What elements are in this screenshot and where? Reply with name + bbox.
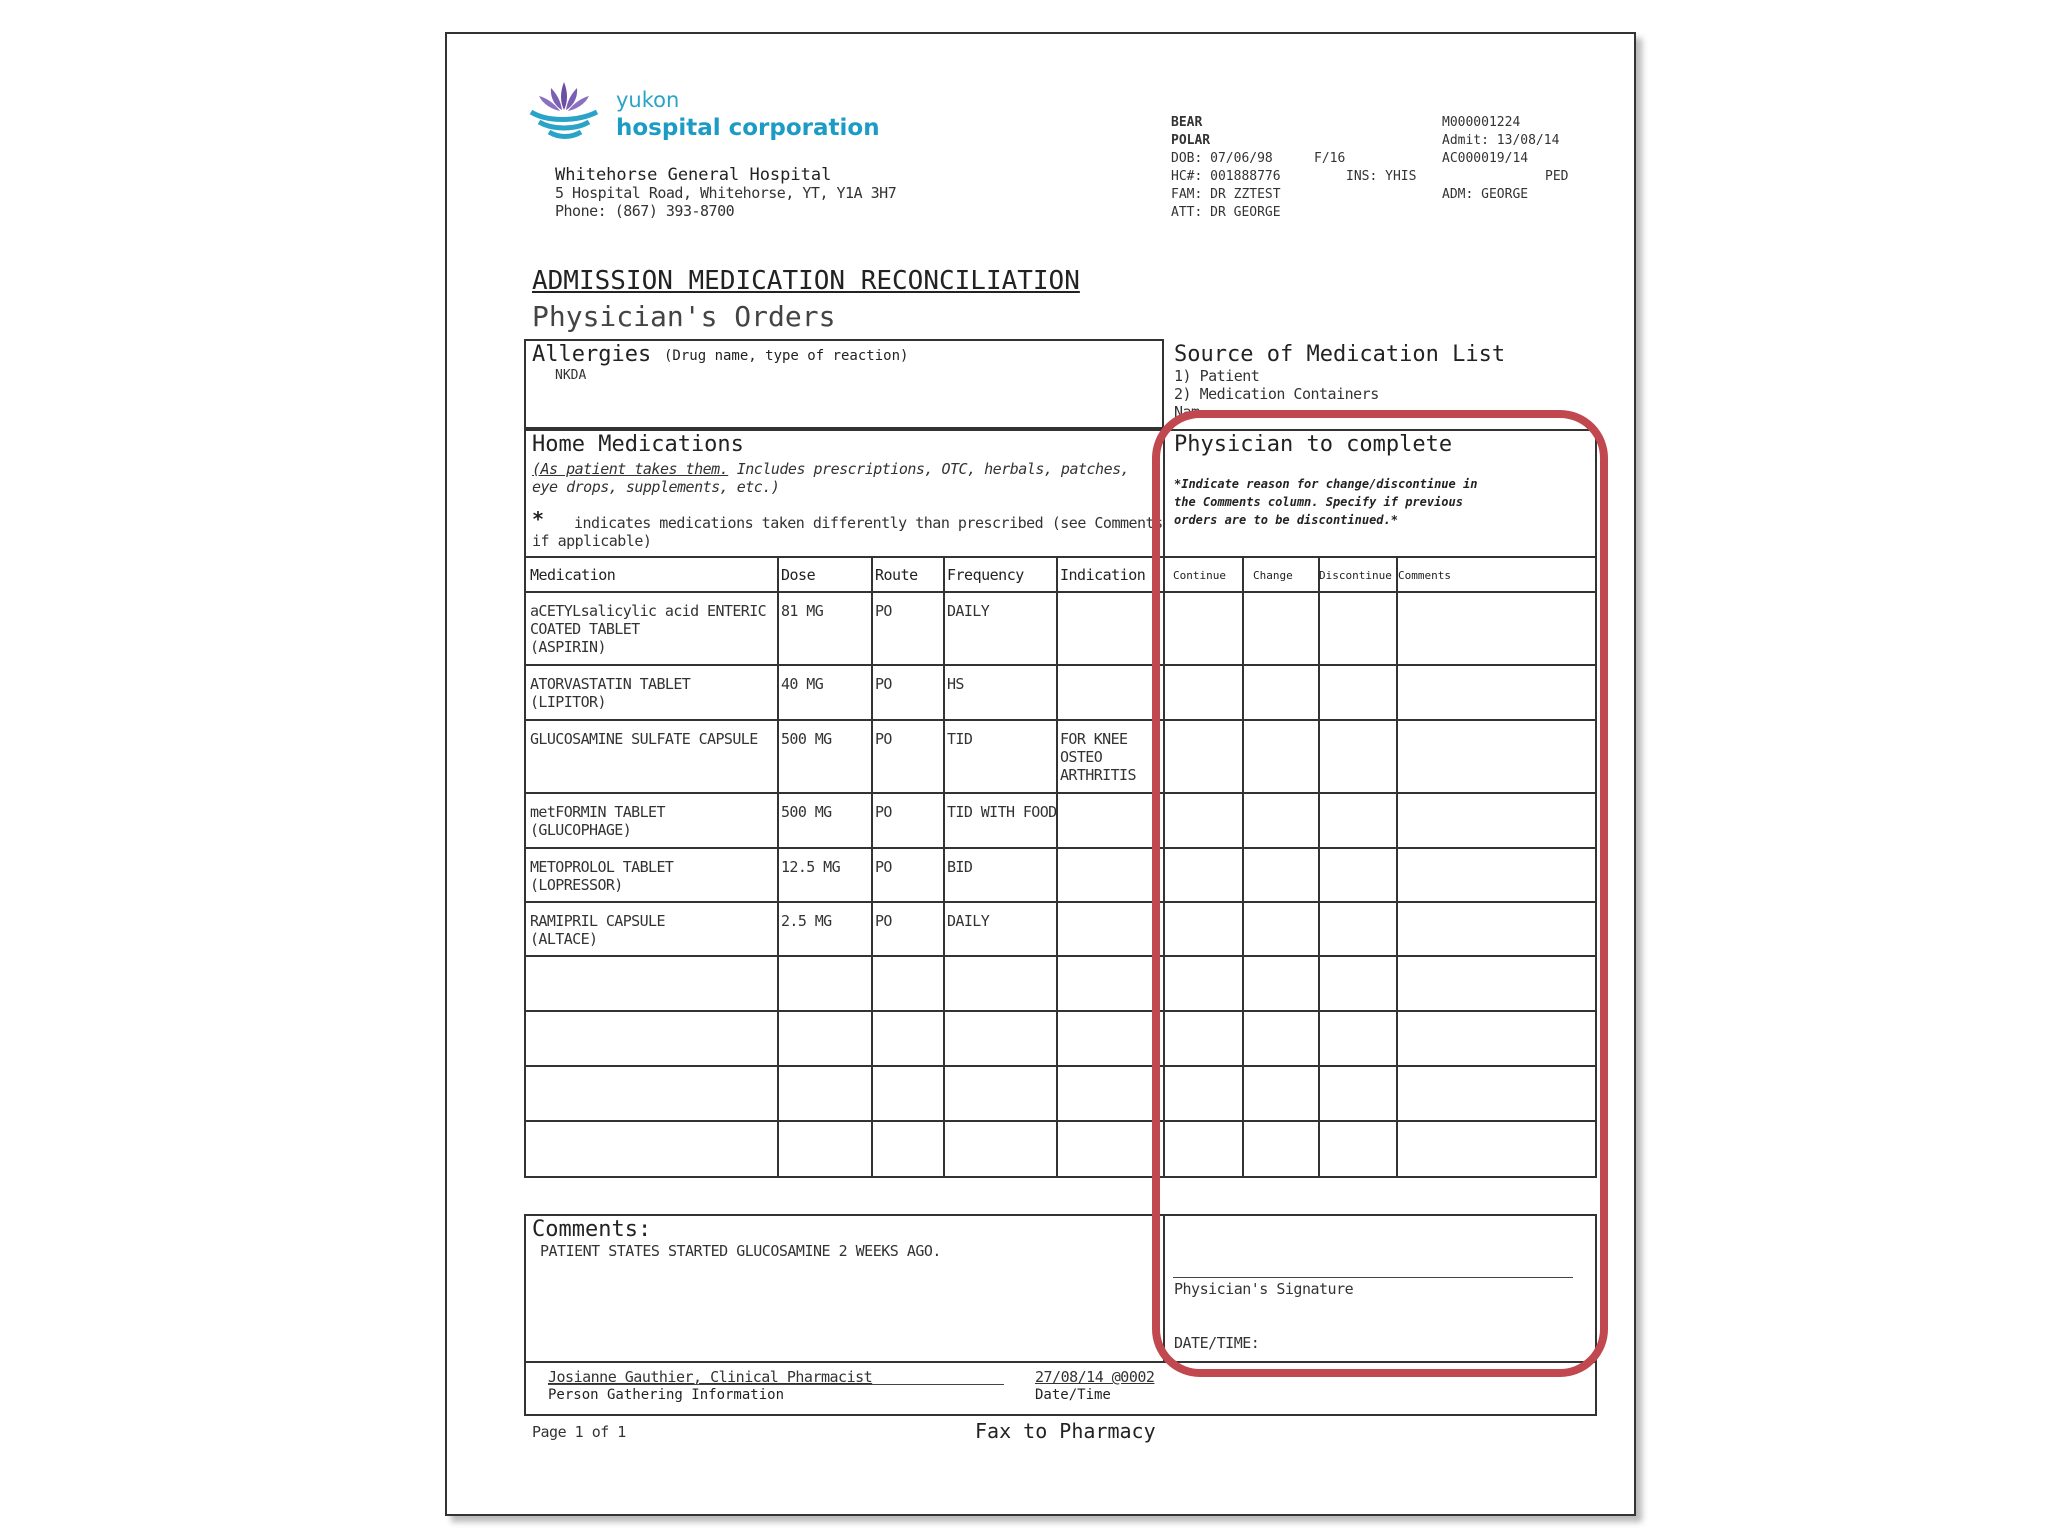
star-note-2: if applicable) [532, 532, 652, 550]
patient-sex-age: F/16 [1314, 151, 1346, 166]
allergies-heading: Allergies [532, 342, 652, 367]
home-meds-note-underlined: (As patient takes them. [532, 460, 729, 478]
med-line: RAMIPRIL CAPSULE [530, 912, 665, 930]
med-line: aCETYLsalicylic acid ENTERIC [530, 602, 767, 620]
col-change: Change [1253, 569, 1293, 582]
signature-datetime-label: DATE/TIME: [1174, 1334, 1260, 1352]
med-line: (LIPITOR) [530, 693, 606, 711]
star-symbol: * [532, 507, 545, 531]
med-route: PO [875, 912, 892, 930]
patient-mrn: M000001224 [1442, 115, 1521, 130]
table-row [530, 675, 690, 711]
med-line: metFORMIN TABLET [530, 803, 665, 821]
med-line: (ALTACE) [530, 930, 598, 948]
med-frequency: HS [947, 675, 964, 693]
med-frequency: DAILY [947, 912, 990, 930]
page-number: Page 1 of 1 [532, 1423, 626, 1441]
gatherer-name: Josianne Gauthier, Clinical Pharmacist [548, 1368, 873, 1386]
allergies-hint: (Drug name, type of reaction) [664, 348, 909, 364]
med-dose: 500 MG [781, 803, 832, 821]
physician-note-2: the Comments column. Specify if previous [1174, 495, 1463, 509]
home-meds-note [532, 460, 1129, 478]
med-line: COATED TABLET [530, 620, 640, 638]
patient-first-name: POLAR [1171, 133, 1211, 148]
home-meds-note-2: eye drops, supplements, etc.) [532, 478, 780, 496]
gatherer-date: 27/08/14 @0002 [1035, 1368, 1155, 1386]
med-dose: 2.5 MG [781, 912, 832, 930]
source-heading: Source of Medication List [1174, 342, 1506, 367]
indication-line: OSTEO [1060, 748, 1103, 766]
med-line: ATORVASTATIN TABLET [530, 675, 691, 693]
col-dose: Dose [781, 566, 816, 584]
hospital-phone: Phone: (867) 393-8700 [555, 202, 735, 220]
patient-last-name: BEAR [1171, 115, 1203, 130]
home-meds-note-rest: Includes prescriptions, OTC, herbals, patches, [728, 460, 1130, 478]
col-medication: Medication [530, 566, 616, 584]
physician-note-3: orders are to be discontinued.* [1174, 513, 1398, 527]
physician-heading: Physician to complete [1174, 432, 1453, 457]
comments-text: PATIENT STATES STARTED GLUCOSAMINE 2 WEEKS AGO. [540, 1242, 941, 1260]
patient-attending: ATT: DR GEORGE [1171, 205, 1281, 220]
col-indication: Indication [1060, 566, 1146, 584]
physician-signature-label: Physician's Signature [1174, 1280, 1354, 1298]
table-row [530, 602, 766, 656]
hospital-logo-icon [527, 78, 601, 144]
med-dose: 500 MG [781, 730, 832, 748]
med-frequency: TID [947, 730, 973, 748]
document-page [445, 32, 1636, 1516]
med-line: GLUCOSAMINE SULFATE CAPSULE [530, 730, 758, 748]
patient-admit-date: Admit: 13/08/14 [1442, 133, 1560, 148]
logo-line-1: yukon [616, 88, 680, 112]
med-line: (GLUCOPHAGE) [530, 821, 632, 839]
col-discontinue: Discontinue [1319, 569, 1392, 582]
gatherer-label: Person Gathering Information [548, 1387, 785, 1403]
med-route: PO [875, 602, 892, 620]
col-route: Route [875, 566, 918, 584]
med-line: (LOPRESSOR) [530, 876, 623, 894]
highlight-annotation [1152, 410, 1608, 1377]
med-route: PO [875, 730, 892, 748]
med-frequency: TID WITH FOOD [947, 803, 1057, 821]
indication-line: ARTHRITIS [1060, 766, 1136, 784]
logo-line-2: hospital corporation [616, 115, 880, 141]
gatherer-date-label: Date/Time [1035, 1387, 1111, 1403]
col-frequency: Frequency [947, 566, 1024, 584]
star-note: indicates medications taken differently than prescribed (see Comments [574, 514, 1163, 532]
patient-family-doctor: FAM: DR ZZTEST [1171, 187, 1281, 202]
patient-dob: DOB: 07/06/98 [1171, 151, 1273, 166]
hospital-name: Whitehorse General Hospital [555, 165, 832, 185]
hospital-address: 5 Hospital Road, Whitehorse, YT, Y1A 3H7 [555, 184, 897, 202]
med-route: PO [875, 858, 892, 876]
source-name-partial: Nam [1174, 403, 1200, 421]
patient-service: PED [1545, 169, 1569, 184]
med-line: (ASPIRIN) [530, 638, 606, 656]
source-item-1: 1) Patient [1174, 367, 1260, 385]
fax-to-pharmacy: Fax to Pharmacy [975, 1419, 1156, 1443]
med-dose: 12.5 MG [781, 858, 841, 876]
form-title: ADMISSION MEDICATION RECONCILIATION [532, 266, 1080, 296]
col-continue: Continue [1173, 569, 1226, 582]
table-row [530, 803, 665, 839]
form-subtitle: Physician's Orders [532, 300, 836, 333]
indication-line: FOR KNEE [1060, 730, 1128, 748]
med-dose: 40 MG [781, 675, 824, 693]
comments-heading: Comments: [532, 1217, 652, 1242]
table-row [530, 858, 673, 894]
physician-note-1: *Indicate reason for change/discontinue in [1174, 477, 1478, 491]
patient-insurance: INS: YHIS [1346, 169, 1417, 184]
med-frequency: DAILY [947, 602, 990, 620]
patient-admitting: ADM: GEORGE [1442, 187, 1529, 202]
patient-account: AC000019/14 [1442, 151, 1529, 166]
med-frequency: BID [947, 858, 973, 876]
patient-health-card: HC#: 001888776 [1171, 169, 1281, 184]
med-route: PO [875, 803, 892, 821]
home-meds-heading: Home Medications [532, 432, 744, 457]
allergies-value: NKDA [555, 368, 587, 383]
med-dose: 81 MG [781, 602, 824, 620]
table-row [530, 912, 665, 948]
source-item-2: 2) Medication Containers [1174, 385, 1379, 403]
med-indication [1060, 730, 1136, 784]
med-route: PO [875, 675, 892, 693]
med-line: METOPROLOL TABLET [530, 858, 674, 876]
col-comments: Comments [1398, 569, 1451, 582]
table-row [530, 730, 758, 748]
